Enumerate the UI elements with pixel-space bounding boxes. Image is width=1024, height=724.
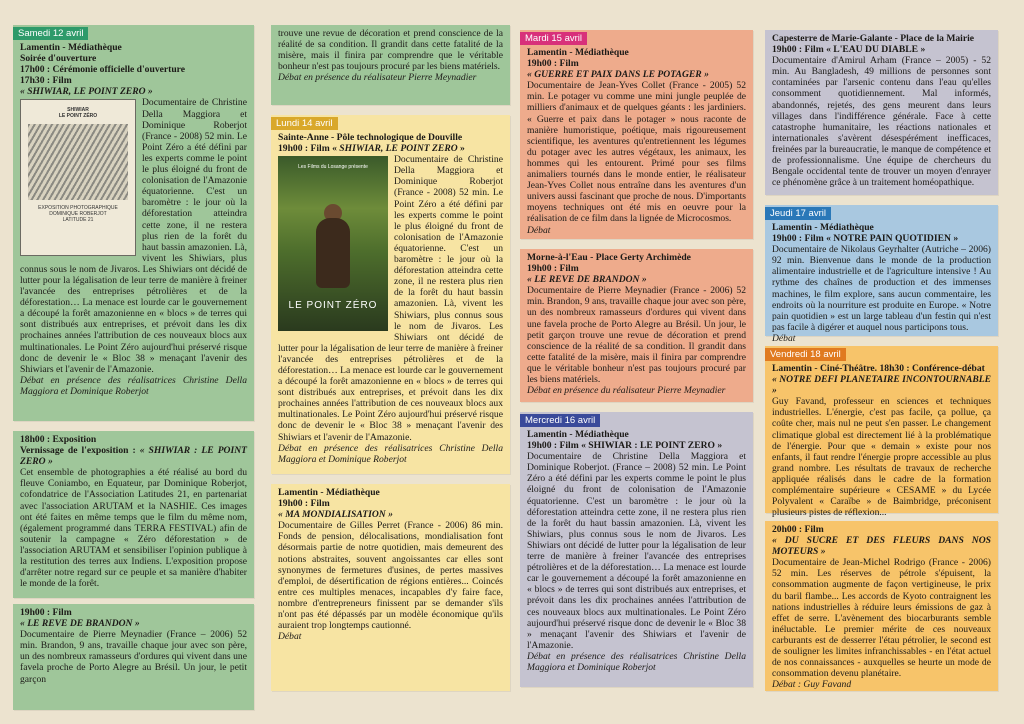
event-time: 19h00 : Film « NOTRE PAIN QUOTIDIEN »: [772, 233, 959, 245]
day-tag-samedi: Samedi 12 avril: [13, 27, 88, 40]
debate-note: Débat : Guy Favand: [772, 679, 852, 691]
day-tag-lundi: Lundi 14 avril: [271, 117, 338, 130]
film-poster-image: [278, 156, 388, 331]
event-time: 19h00 : Film « SHIWIAR, LE POINT ZERO »: [278, 143, 465, 155]
film-description: Documentaire de Jean-Michel Rodrigo (France - 2006) 52 min. Les réserves de pétrole s'épuisent, la consommation augmente de façon vertigineuse, le prix du baril flambe... Les accords de Kyoto contraignent les nations industrielles à réduire leurs émissions de gaz à effet de serre. L'avènement des biocarburants semble inéluctable. Le premier mérite de ces nouveaux carburants est de desserrer l'étau pétrolier, le second est de souligner les limites infranchissables - en l'état actuel de nos connaissances - auxquelles se heurte un mode de consommation devenu planétaire.: [772, 557, 991, 680]
card-brandon-continued: [271, 25, 510, 105]
film-description: Documentaire de Nikolaus Geyrhalter (Autriche – 2006) 92 min. Bienvenue dans le monde de la production alimentaire industrielle et de l'agriculture intensive ! Au rythme des chaînes de production et des immenses machines, le film explore, sans aucun commentaire, les endroits où la nourriture est produite en Europe. « Notre pain quotidien » est un large tableau d'un festin qui n'est pas facile à digérer et auquel nous participons tous.: [772, 244, 991, 333]
film-title: « SHIWIAR, LE POINT ZERO »: [20, 86, 153, 98]
event-time: 19h00 : Film: [20, 607, 72, 618]
day-tag-vendredi: Vendredi 18 avril: [765, 348, 846, 361]
poster-artwork: [28, 124, 128, 200]
debate-note: Débat: [772, 332, 796, 344]
exhibition-poster-image: [20, 99, 136, 256]
card-jeudi-pain-quotidien: [765, 205, 998, 344]
venue: Capesterre de Marie-Galante - Place de la Mairie: [772, 33, 975, 44]
film-title: « GUERRE ET PAIX DANS LE POTAGER »: [527, 69, 709, 81]
card-mercredi-shiwiar: [520, 412, 753, 687]
film-title: « LE REVE DE BRANDON »: [20, 618, 140, 630]
event-time: 19h00 : Film « SHIWIAR : LE POINT ZERO »: [527, 440, 723, 452]
venue: Lamentin - Médiathèque: [278, 487, 380, 498]
conference-description: Guy Favand, professeur en sciences et techniques industrielles. L'énergie, c'est pas facile, ça pollue, ça coûte cher, mais nul ne peut s'en passer. Le changement climatique global est directement lié à la problématique de l'énergie. Pour que « demain » existe pour nos enfants, il faut rendre l'énergie propre accessible au plus grand nombre. Les résultats de travaux de recherche appliquée réalisés dans le cadre de la formation complémentaire supérieure « CESAME » du Lycée Polyvalent « Caraïbe » de Baimbridge, préconisent plusieurs pistes de réflexion...: [772, 396, 991, 519]
event-time: 19h00 : Film: [527, 263, 579, 275]
event-title: Vernissage de l'exposition : « SHIWIAR : LE POINT ZERO »: [20, 445, 247, 468]
venue: Sainte-Anne - Pôle technologique de Douville: [278, 132, 463, 143]
film-description: Documentaire de Jean-Yves Collet (France - 2005) 52 min. Le potager vu comme une mini jungle peuplée de milliers d'animaux et de quelques géants : les jardiniers. « Guerre et paix dans le potager » nous raconte de manière humoristique, poétique, mais rigoureusement scientifique, les aventures qu'entretiennent les légumes du potager avec les autres végétaux, les animaux, les hommes qui les entourent. Primé pour ses films animaliers tournés dans le monde entier, le réalisateur Jean-Yves Collet nous entraîne dans les aventures d'un univers aussi fascinant que proche de nous. D'importants moyens techniques ont été mis en oeuvre pour la réalisation de ce film dans la lignée de Microcosmos.: [527, 80, 746, 225]
card-lundi-sainte-anne: [271, 115, 510, 474]
day-tag-jeudi: Jeudi 17 avril: [765, 207, 831, 220]
film-description: Documentaire de Christine Della Maggiora et Dominique Roberjot (France - 2008) 52 min. Le Point Zéro a été défini par les experts comme le point le plus éloigné du front de colonisation de l'Amazonie équatorienne. C'est un baromètre : le jour où la déforestation atteindra cette zone, il ne restera plus rien de la forêt du haut bassin amazonien. Là, vivent les Shiwiars, plus connus sous le nom de Jivaros. Les Shiwiars ont décidé de lutter pour la légalisation de leur terre de manière à freiner l'avancée des entreprises pétrolières et de la déforestation… La menace est lourde car le gouvernement a découpé la forêt amazonienne en « blocs » de terres qui sont distribués aux entreprises, et prévoit dans les dix prochaines années l'attribution de ces nouveaux blocs aux multinationales. Le Point Zéro aujourd'hui préservé risque donc de devenir le « Bloc 38 » menaçant l'avenir des Shiwiars et l'avenir de l'Amazonie.: [278, 154, 503, 443]
card-eau-du-diable: [765, 30, 998, 195]
debate-note: Débat: [278, 631, 302, 643]
event-time: 20h00 : Film: [772, 524, 824, 535]
event-time: 19h00 : Film: [278, 498, 330, 510]
venue: Lamentin - Médiathèque: [772, 222, 874, 233]
debate-note: Débat en présence des réalisatrices Christine Della Maggiora et Dominique Roberjot: [527, 650, 746, 673]
conference-title: « NOTRE DEFI PLANETAIRE INCONTOURNABLE »: [772, 374, 991, 397]
poster-figure: [316, 218, 350, 288]
exhibition-description: Cet ensemble de photographies a été réalisé au bord du fleuve Coniambo, en Equateur, par Dominique Roberjot, cofondatrice de l'Association Latitudes 21, en partenariat avec l'association ARUTAM et la NASHIE. Ces images ont été faites en même temps que le film du même nom, (également programmé dans TERRA FESTIVAL) afin de soutenir la campagne « Zéro déforestation » de l'association ARUTAM et sensibiliser l'opinion publique à la restitution des terres aux Indiens. L'exposition propose d'arrêter notre regard sur ce peuple et sa manière d'habiter le monde de la forêt.: [20, 467, 247, 590]
card-mardi-potager: [520, 30, 753, 239]
film-description: Documentaire de Christine Della Maggiora et Dominique Roberjot. (France – 2008) 52 min. Le Point Zéro a été défini par les experts comme le point le plus éloigné du front de colonisation de l'Amazonie équatorienne. C'est un baromètre : le jour où la déforestation atteindra cette zone, il ne restera plus rien de la forêt du haut bassin amazonien. Là, vivent les Shiwiars, plus connus sous le nom de Jivaros. Les Shiwiars ont décidé de lutter pour la légalisation de leur terre de manière à freiner l'avancée des entreprises pétrolières et de la déforestation… La menace est lourde car le gouvernement a découpé la forêt amazonienne en « blocs » de terres qui sont distribués aux entreprises, et prévoit dans les dix prochaines années l'attribution de ces nouveaux blocs aux multinationales. Le Point Zéro aujourd'hui préservé risque donc de devenir le « Bloc 38 » menaçant l'avenir des Shiwiars et l'avenir de l'Amazonie.: [527, 451, 746, 651]
event-time: 18h00 : Exposition: [20, 434, 97, 445]
venue: Lamentin - Médiathèque: [527, 47, 629, 58]
card-vendredi-conference: [765, 346, 998, 519]
event-title: Soirée d'ouverture: [20, 53, 97, 65]
film-description: Documentaire d'Amirul Arham (France – 2005) - 52 min. Au Bangladesh, 49 millions de personnes sont contaminées par l'arsenic contenu dans l'eau qu'elles consomment quotidiennement. Mal informés, abandonnés, rejetés, des gens meurent dans leurs villages dans l'indifférence générale. Face à cette catastrophe humanitaire, les réactions nationales et internationales s'avèrent désespérément inefficaces, freinées par la bureaucratie, le manque de compétence et de professionnalisme. Une équipe de chercheurs du Bengale occidental tente de trouver un moyen d'enrayer ce phénomène grâce à un traitement homéopathique.: [772, 55, 991, 189]
debate-note: Débat en présence des réalisatrices Christine Della Maggiora et Dominique Roberjot: [278, 442, 503, 465]
card-exhibition: [13, 431, 254, 598]
film-title: « DU SUCRE ET DES FLEURS DANS NOS MOTEURS »: [772, 535, 991, 558]
film-description: trouve une revue de décoration et prend conscience de la réalité de sa condition. Il grandit dans cette fatalité de la misère, mais il finira par comprendre que le véritable bonheur n'est pas toujours procuré par les biens matériels.: [278, 28, 503, 73]
event-time: 17h00 : Cérémonie officielle d'ouverture: [20, 64, 186, 76]
debate-note: Débat en présence du réalisateur Pierre Meynadier: [527, 385, 726, 397]
venue: Lamentin - Médiathèque: [527, 429, 629, 440]
film-description: Documentaire de Pierre Meynadier (France – 2006) 52 min. Brandon, 9 ans, travaille chaque jour avec son père, un des nombreux ramasseurs d'ordures qui vivent dans une favela proche de Porto Alegre au Brésil. Un jour, le petit garçon: [20, 629, 247, 685]
debate-note: Débat en présence des réalisatrices Christine Della Maggiora et Dominique Roberjot: [20, 374, 247, 397]
film-description: Documentaire de Gilles Perret (France - 2006) 86 min. Fonds de pension, délocalisations, mondialisation font désormais partie de notre quotidien, mais demeurent des notions abstraites, souvent angoissantes car elles sont synonymes de fermetures d'usines, de pertes massives d'emploi, de désertification de régions entières... Coincés entre ces multiples menaces, incapables d'y faire face, nombre d'entrepreneurs finissent par se demander s'ils n'ont pas été dépassés par un modèle économique qu'ils auraient trop longtemps cautionné.: [278, 520, 503, 632]
event-time: 19h00 : Film: [527, 58, 579, 70]
card-ma-mondialisation: [271, 484, 510, 691]
venue: Lamentin - Ciné-Théâtre. 18h30 : Conférence-débat: [772, 363, 985, 374]
card-brandon-1: [13, 604, 254, 710]
film-description: Documentaire de Pierre Meynadier (France - 2006) 52 min. Brandon, 9 ans, travaille chaque jour avec son père, un des nombreux ramasseurs d'ordures qui vivent dans une favela proche de Porto Alegre au Brésil. Un jour, le petit garçon trouve une revue de décoration et prend conscience de la réalité de sa condition. Il grandit dans cette fatalité de la misère, mais il finira par comprendre que le véritable bonheur n'est pas toujours procuré par les biens matériels.: [527, 285, 746, 386]
film-title: « LE REVE DE BRANDON »: [527, 274, 647, 286]
card-samedi-opening: [13, 25, 254, 421]
debate-note: Débat: [527, 224, 551, 236]
poster-title: LE POINT ZÉRO: [288, 300, 378, 312]
card-sucre-fleurs: [765, 521, 998, 691]
poster-title: SHIWIAR LE POINT ZÉRO: [58, 107, 98, 120]
film-description: Documentaire de Christine Della Maggiora et Dominique Roberjot (France - 2008) 52 min. Le Point Zéro a été défini par les experts comme le point le plus éloigné du front de colonisation de l'Amazonie équatorienne. C'est un baromètre : le jour où la déforestation atteindra cette zone, il ne restera plus rien de la forêt du haut bassin amazonien. Là, vivent les Shiwiars, plus connus sous le nom de Jivaros. Les Shiwiars ont décidé de lutter pour la légalisation de leur terre de manière à freiner l'avancée des entreprises pétrolières et de la déforestation… La menace est lourde car le gouvernement a découpé la forêt amazonienne en « blocs » de terres qui sont distribués aux entreprises, et prévoit dans les dix prochaines années l'attribution de ces nouveaux blocs aux multinationales. Le Point Zéro aujourd'hui préservé risque donc de devenir le « Bloc 38 » menaçant l'avenir des Shiwiars et l'avenir de l'Amazonie.: [20, 97, 247, 375]
poster-credits: EXPOSITION PHOTOGRAPHIQUE DOMINIQUE ROBERJOT LATITUDE 21: [38, 205, 118, 224]
event-time: 17h30 : Film: [20, 75, 72, 87]
venue: Lamentin - Médiathèque: [20, 42, 122, 53]
film-title: « MA MONDIALISATION »: [278, 509, 393, 521]
card-brandon-morne: [520, 249, 753, 402]
event-time: 19h00 : Film « L'EAU DU DIABLE »: [772, 44, 926, 56]
day-tag-mardi: Mardi 15 avril: [520, 32, 587, 45]
poster-subtitle: Les Films du Losange présente: [298, 164, 368, 171]
venue: Morne-à-l'Eau - Place Gerty Archimède: [527, 252, 691, 263]
debate-note: Débat en présence du réalisateur Pierre Meynadier: [278, 72, 477, 84]
day-tag-mercredi: Mercredi 16 avril: [520, 414, 600, 427]
